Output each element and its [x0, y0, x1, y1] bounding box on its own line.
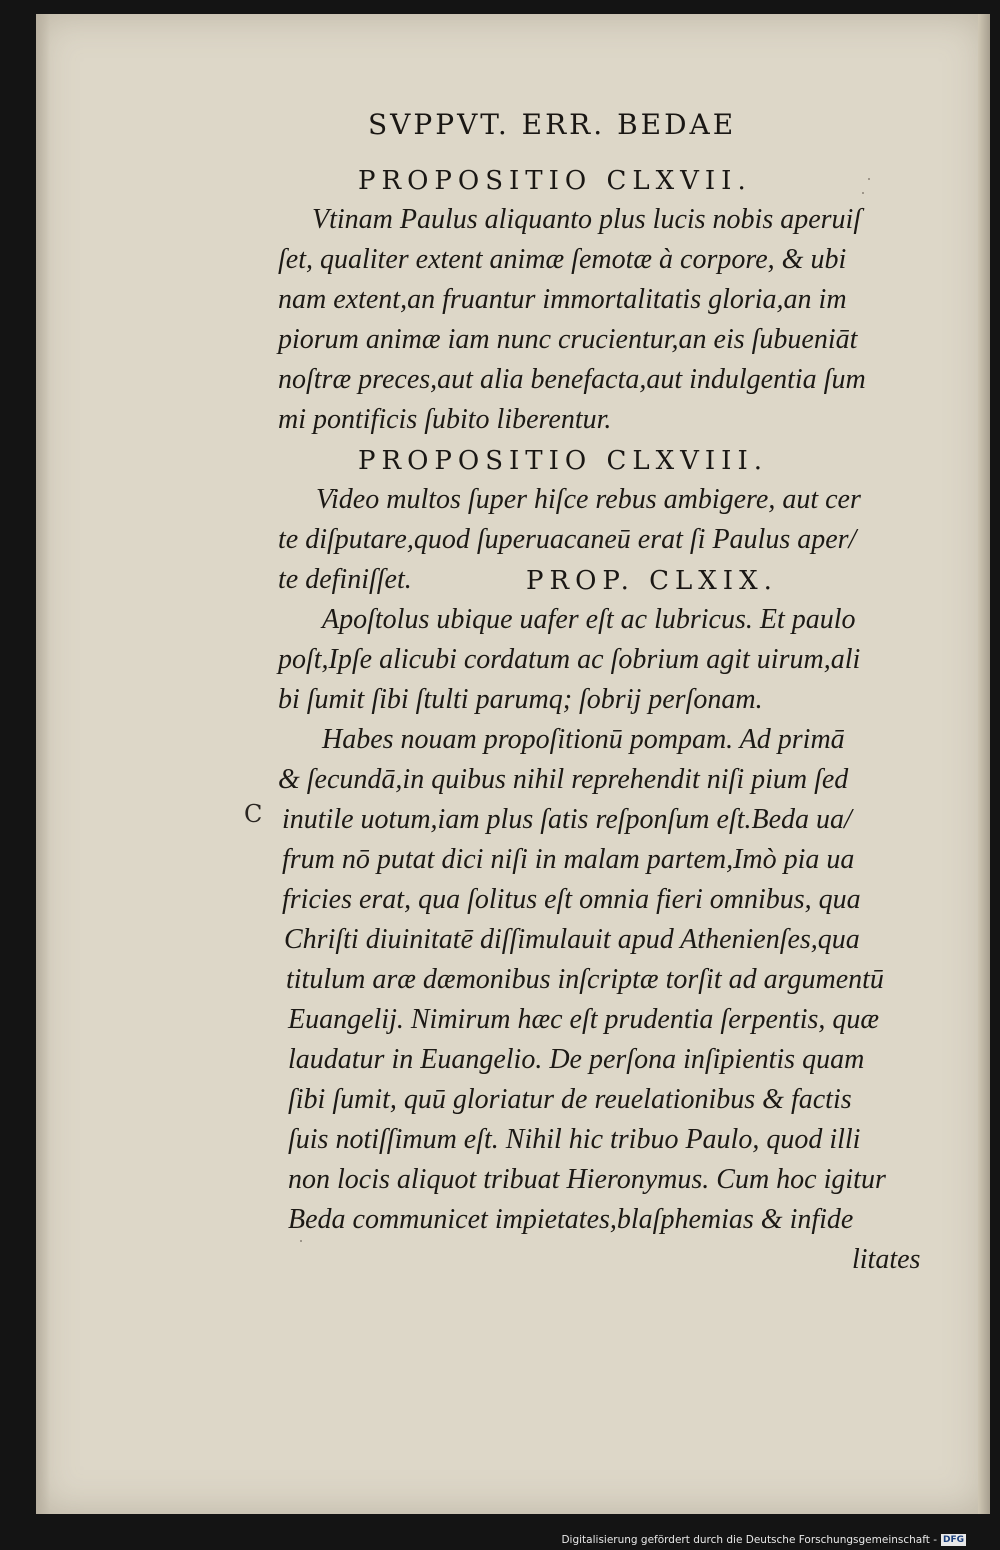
page-gutter-shadow: [36, 14, 50, 1514]
text-line: poſt,Ipſe alicubi cordatum ac ſobrium agit uirum,ali: [278, 644, 861, 675]
paper-speck: [868, 178, 870, 180]
text-line: titulum aræ dæmonibus inſcriptæ torſit ad argumentū: [286, 964, 884, 995]
running-head: SVPPVT. ERR. BEDAE: [368, 108, 737, 141]
text-line: ſet, qualiter extent animæ ſemotæ à corpore, & ubi: [278, 244, 847, 275]
text-line: laudatur in Euangelio. De perſona inſipientis quam: [288, 1044, 865, 1075]
text-line: Habes nouam propoſitionū pompam. Ad primā: [322, 724, 845, 755]
text-line: nam extent,an fruantur immortalitatis gloria,an im: [278, 284, 847, 315]
page-fore-edge: [978, 14, 990, 1514]
catchword: litates: [852, 1244, 921, 1275]
paper-speck: [862, 192, 864, 194]
text-line: ſibi ſumit, quū gloriatur de reuelationibus & factis: [288, 1084, 852, 1115]
digitization-credit: [561, 1534, 966, 1546]
text-line: fricies erat, qua ſolitus eſt omnia fieri omnibus, qua: [282, 884, 861, 915]
text-line: noſtræ preces,aut alia benefacta,aut indulgentia ſum: [278, 364, 866, 395]
text-line: frum nō putat dici niſi in malam partem,Imò pia ua: [282, 844, 855, 875]
text-line: piorum animæ iam nunc crucientur,an eis ſubueniāt: [278, 324, 858, 355]
text-line: & ſecundā,in quibus nihil reprehendit niſi pium ſed: [278, 764, 849, 795]
text-line: Beda communicet impietates,blaſphemias & infide: [288, 1204, 854, 1235]
dfg-logo-icon: DFG: [942, 1535, 964, 1545]
paper-speck: [300, 1240, 302, 1242]
text-line: non locis aliquot tribuat Hieronymus. Cum hoc igitur: [288, 1164, 886, 1195]
text-line: Euangelij. Nimirum hæc eſt prudentia ſerpentis, quæ: [288, 1004, 880, 1035]
text-line: Vtinam Paulus aliquanto plus lucis nobis aperuiſ: [312, 204, 862, 235]
text-line: ſuis notiſſimum eſt. Nihil hic tribuo Paulo, quod illi: [288, 1124, 861, 1155]
text-line: te diſputare,quod ſuperuacaneū erat ſi Paulus aper/: [278, 524, 857, 555]
heading-prop-169: PROP. CLXIX.: [526, 566, 778, 596]
text-line: Video multos ſuper hiſce rebus ambigere, aut cer: [316, 484, 861, 515]
text-line: Chriſti diuinitatē diſſimulauit apud Athenienſes,qua: [284, 924, 860, 955]
text-line: te definiſſet.: [278, 564, 412, 595]
credit-text: Digitalisierung gefördert durch die Deutsche Forschungsgemeinschaft -: [561, 1534, 937, 1546]
text-line: mi pontificis ſubito liberentur.: [278, 404, 612, 435]
text-line: inutile uotum,iam plus ſatis reſponſum eſt.Beda ua/: [282, 804, 852, 835]
text-line: bi ſumit ſibi ſtulti parumq; ſobrij perſonam.: [278, 684, 763, 715]
margin-note: C: [244, 800, 263, 828]
heading-propositio-167: PROPOSITIO CLXVII.: [358, 166, 752, 196]
heading-propositio-168: PROPOSITIO CLXVIII.: [358, 446, 768, 476]
text-line: Apoſtolus ubique uafer eſt ac lubricus. Et paulo: [322, 604, 856, 635]
